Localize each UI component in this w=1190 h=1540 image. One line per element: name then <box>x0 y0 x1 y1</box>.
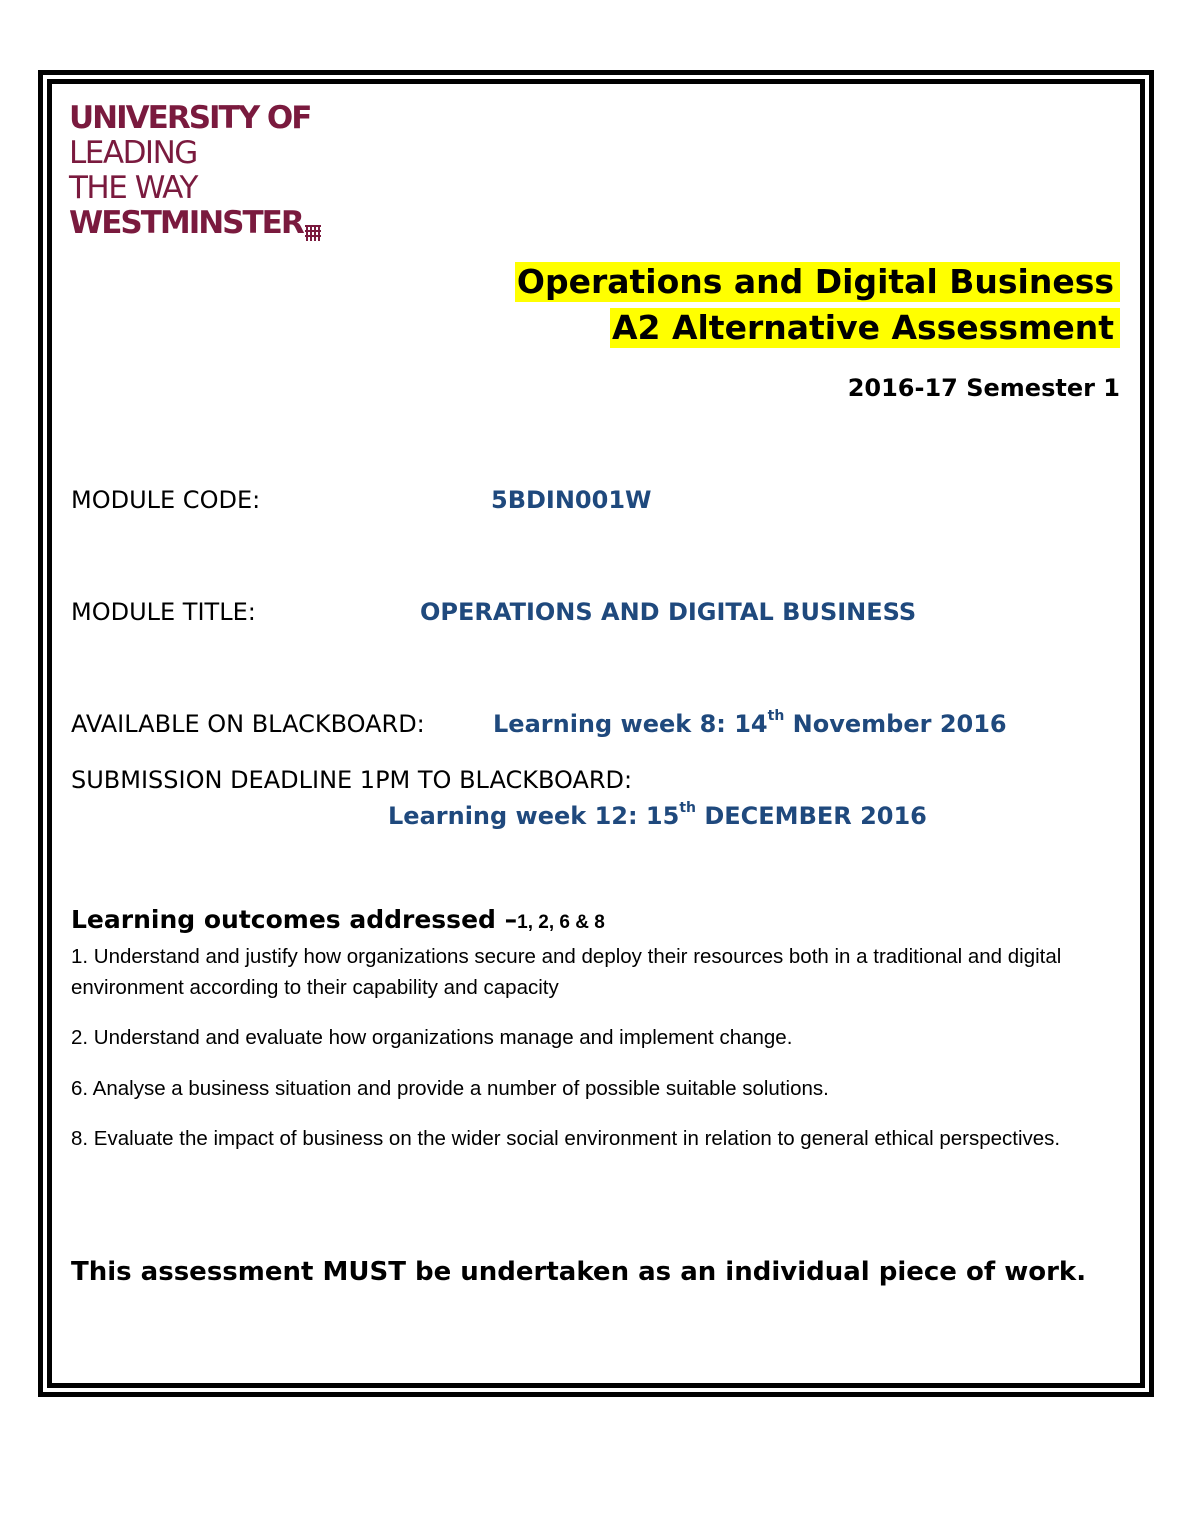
module-title-value: OPERATIONS AND DIGITAL BUSINESS <box>420 598 917 626</box>
individual-work-notice: This assessment MUST be undertaken as an individual piece of work. <box>71 1257 1087 1287</box>
deadline-value: Learning week 12: 15th DECEMBER 2016 <box>388 800 927 830</box>
learning-outcome-item: 6. Analyse a business situation and provide a number of possible suitable solutions. <box>71 1077 829 1100</box>
learning-outcomes-heading: Learning outcomes addressed –1, 2, 6 & 8 <box>71 905 605 934</box>
title-line-2: A2 Alternative Assessment <box>610 308 1120 348</box>
logo-line-4: WESTMINSTER <box>69 205 303 241</box>
module-code-value: 5BDIN001W <box>491 486 652 514</box>
learning-outcomes-numbers: 1, 2, 6 & 8 <box>517 912 605 933</box>
logo-line-2: LEADING <box>69 135 197 171</box>
title-line-1: Operations and Digital Business <box>515 262 1120 302</box>
deadline-label: SUBMISSION DEADLINE 1PM TO BLACKBOARD: <box>71 766 633 794</box>
university-logo <box>69 101 349 241</box>
learning-outcome-item: 2. Understand and evaluate how organizations manage and implement change. <box>71 1026 793 1049</box>
module-code-label: MODULE CODE: <box>71 486 261 514</box>
logo-line-3: THE WAY <box>69 170 197 206</box>
learning-outcome-item: 1. Understand and justify how organizations secure and deploy their resources both in a traditional and digital environment according to their capability and capacity <box>71 945 1062 999</box>
learning-outcome-item: 8. Evaluate the impact of business on the wider social environment in relation to general ethical perspectives. <box>71 1127 1061 1150</box>
module-title-label: MODULE TITLE: <box>71 598 256 626</box>
portcullis-icon <box>305 214 321 249</box>
document-title <box>515 262 1120 354</box>
logo-line-1: UNIVERSITY OF <box>69 100 311 136</box>
semester: 2016-17 Semester 1 <box>847 374 1120 402</box>
available-value: Learning week 8: 14th November 2016 <box>493 708 1007 738</box>
available-label: AVAILABLE ON BLACKBOARD: <box>71 710 425 738</box>
